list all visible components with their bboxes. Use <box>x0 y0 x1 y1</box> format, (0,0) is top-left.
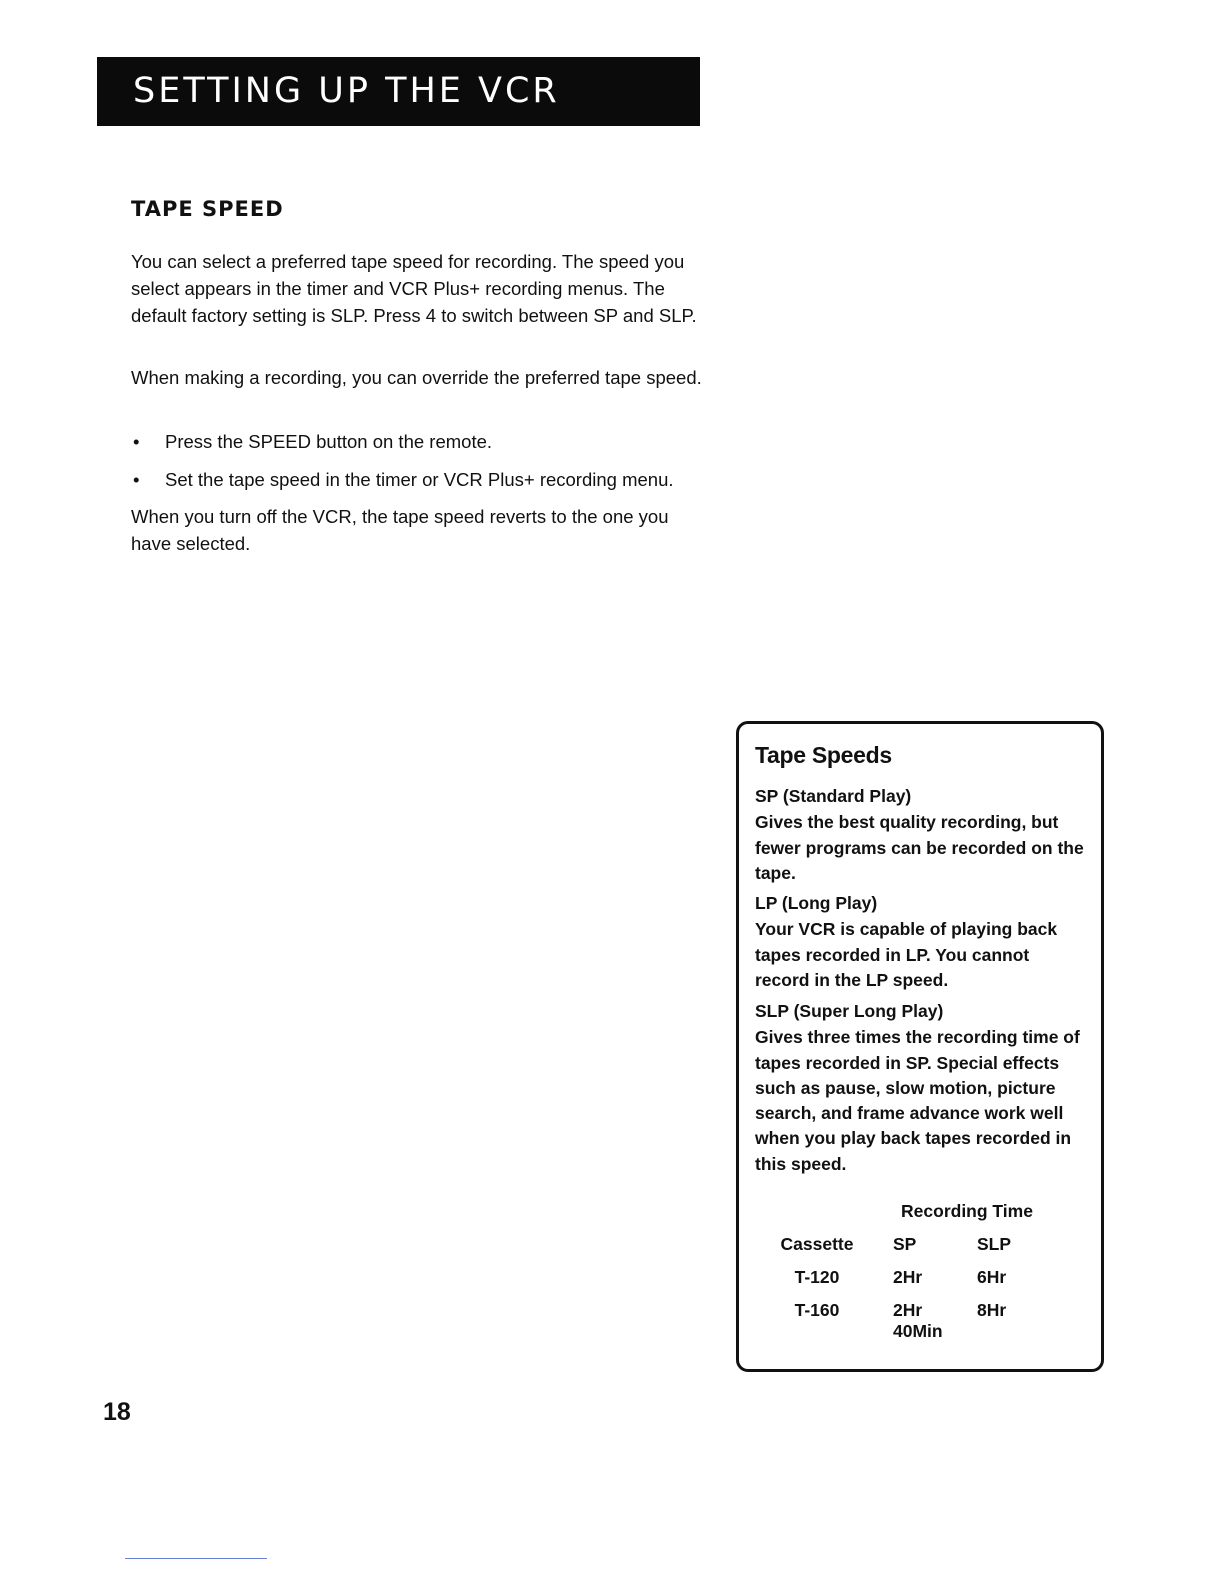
header-title: SETTING UP THE VCR <box>133 71 560 111</box>
column-header: SLP <box>977 1234 1012 1254</box>
speed-name: SLP (Super Long Play) <box>755 1001 944 1021</box>
list-item <box>131 428 674 466</box>
speed-description: Gives the best quality recording, but fewer programs can be recorded on the tape. <box>755 812 1084 883</box>
revert-paragraph: When you turn off the VCR, the tape speed reverts to the one you have selected. <box>131 506 669 554</box>
table-cell-main: 2Hr <box>893 1300 923 1320</box>
speed-name: LP (Long Play) <box>755 893 878 913</box>
column-header: SP <box>893 1234 917 1254</box>
bullet-text: Set the tape speed in the timer or VCR Plus+ recording menu. <box>165 469 674 490</box>
speed-lp <box>755 891 1087 993</box>
speed-description: Your VCR is capable of playing back tapes recorded in LP. You cannot record in the LP speed. <box>755 919 1058 990</box>
bullet-icon: • <box>133 469 140 490</box>
bullet-list <box>131 428 674 504</box>
speed-description: Gives three times the recording time of tapes recorded in SP. Special effects such as pause, slow motion, picture search, and frame advance work well when you play back tapes recorded in this speed. <box>755 1027 1080 1174</box>
speed-name: SP (Standard Play) <box>755 786 912 806</box>
table-header-row <box>757 1234 1057 1267</box>
intro-paragraph: You can select a preferred tape speed for recording. The speed you select appears in the timer and VCR Plus+ recording menus. The default factory setting is SLP. Press 4 to switch between SP and SLP. <box>131 251 697 326</box>
column-header: Cassette <box>780 1234 854 1254</box>
override-paragraph: When making a recording, you can override the preferred tape speed. <box>131 367 702 388</box>
table-cell: 6Hr <box>977 1267 1007 1287</box>
footer-rule <box>125 1558 267 1559</box>
table-cell: T-120 <box>794 1267 840 1287</box>
speed-slp <box>755 999 1087 1177</box>
table-row <box>757 1267 1057 1300</box>
sidebar-title: Tape Speeds <box>755 742 892 768</box>
table-cell <box>877 1300 973 1342</box>
page-number: 18 <box>103 1398 131 1426</box>
tape-speeds-sidebar <box>736 721 1104 1372</box>
section-title: TAPE SPEED <box>131 197 284 221</box>
table-cell: 2Hr <box>893 1267 923 1287</box>
table-caption: Recording Time <box>901 1201 1033 1221</box>
header-bar <box>97 57 700 126</box>
recording-time-table <box>757 1201 1057 1342</box>
table-row <box>757 1300 1057 1342</box>
speed-sp <box>755 784 1087 886</box>
table-cell-extra: 40Min <box>893 1321 943 1341</box>
bullet-icon: • <box>133 431 140 452</box>
table-cell: T-160 <box>794 1300 840 1320</box>
table-cell: 8Hr <box>977 1300 1007 1320</box>
bullet-text: Press the SPEED button on the remote. <box>165 431 493 452</box>
list-item <box>131 466 674 504</box>
